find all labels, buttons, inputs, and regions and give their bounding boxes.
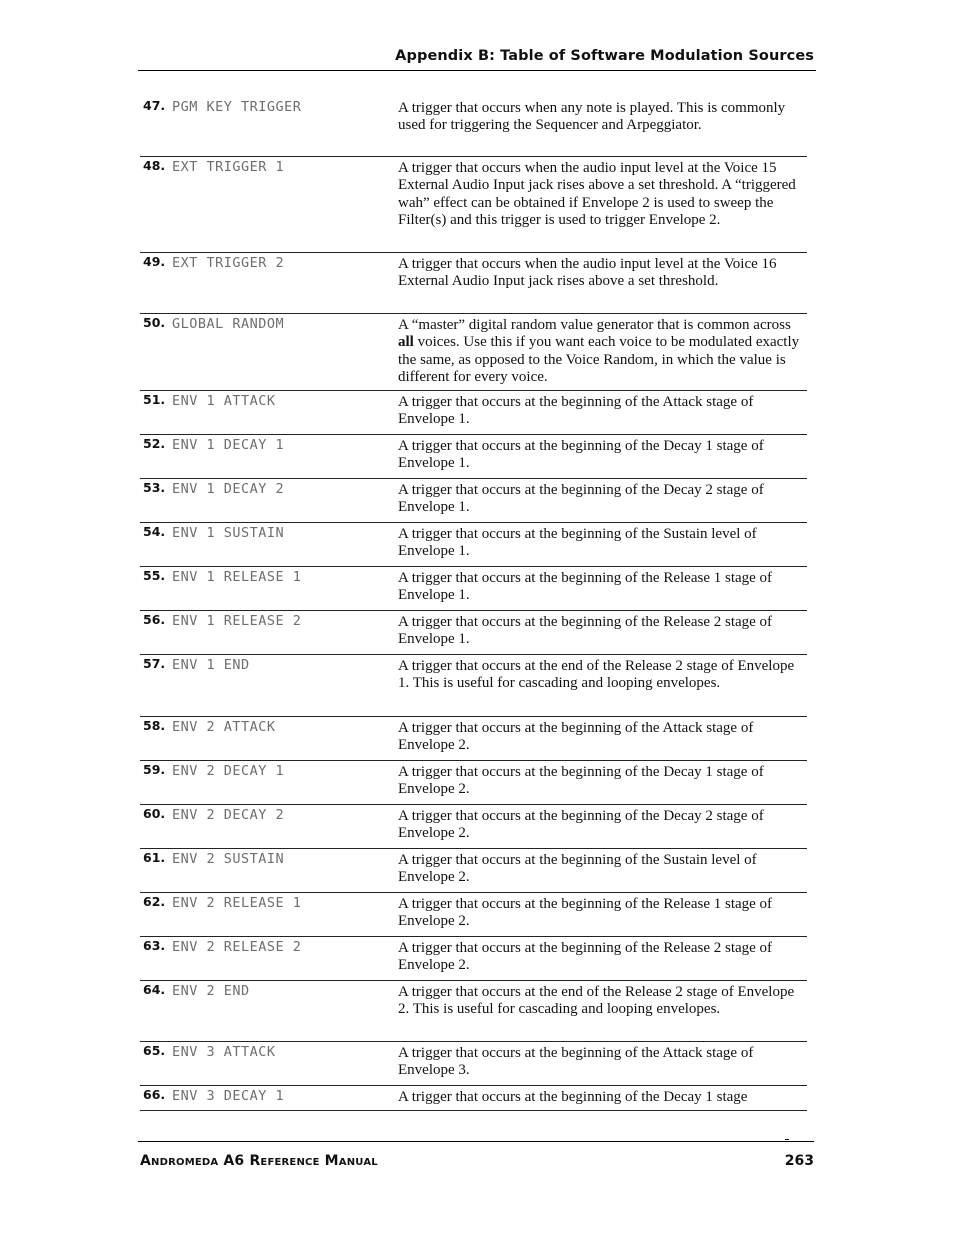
source-name: ENV 2 RELEASE 1 xyxy=(172,895,302,911)
table-row xyxy=(140,805,807,849)
entry-number: 59. xyxy=(143,762,166,777)
entry-number: 54. xyxy=(143,524,166,539)
entry-number: 56. xyxy=(143,612,166,627)
source-description: A trigger that occurs at the beginning of the Release 1 stage of Envelope 2. xyxy=(398,896,773,930)
source-name: ENV 1 RELEASE 2 xyxy=(172,613,302,629)
entry-number: 47. xyxy=(143,98,166,113)
table-row xyxy=(140,937,807,981)
source-description: A trigger that occurs at the beginning of the Decay 2 stage of Envelope 2. xyxy=(398,808,764,842)
source-description: A trigger that occurs at the beginning of the Attack stage of Envelope 2. xyxy=(398,720,754,754)
table-row xyxy=(140,567,807,611)
footer-manual-title: Andromeda A6 Reference Manual xyxy=(140,1153,378,1169)
source-name: ENV 2 DECAY 1 xyxy=(172,763,285,779)
source-description: A trigger that occurs at the beginning of the Sustain level of Envelope 2. xyxy=(398,852,757,886)
table-row xyxy=(140,253,807,314)
source-name: ENV 2 SUSTAIN xyxy=(172,851,285,867)
table-row xyxy=(140,893,807,937)
entry-number: 58. xyxy=(143,718,166,733)
entry-number: 63. xyxy=(143,938,166,953)
table-row xyxy=(140,314,807,391)
source-name: ENV 1 DECAY 2 xyxy=(172,481,285,497)
source-name: EXT TRIGGER 1 xyxy=(172,159,285,175)
source-name: ENV 1 RELEASE 1 xyxy=(172,569,302,585)
source-description: A trigger that occurs at the beginning of the Decay 2 stage of Envelope 1. xyxy=(398,482,764,516)
entry-number: 61. xyxy=(143,850,166,865)
source-name: ENV 2 END xyxy=(172,983,250,999)
footer-rule-tick xyxy=(785,1139,789,1140)
entry-number: 49. xyxy=(143,254,166,269)
entry-number: 60. xyxy=(143,806,166,821)
source-name: ENV 1 DECAY 1 xyxy=(172,437,285,453)
table-row xyxy=(140,761,807,805)
emphasis-all: all xyxy=(398,334,414,351)
entry-number: 62. xyxy=(143,894,166,909)
table-row xyxy=(140,435,807,479)
page-header-title: Appendix B: Table of Software Modulation Sources xyxy=(395,48,814,64)
entry-number: 50. xyxy=(143,315,166,330)
table-row xyxy=(140,981,807,1042)
source-name: ENV 2 RELEASE 2 xyxy=(172,939,302,955)
entry-number: 65. xyxy=(143,1043,166,1058)
source-description: A trigger that occurs at the beginning of the Attack stage of Envelope 3. xyxy=(398,1045,754,1079)
source-description: A trigger that occurs when the audio input level at the Voice 16 External Audio Input jack rises above a set threshold. xyxy=(398,256,777,290)
entry-number: 53. xyxy=(143,480,166,495)
header-rule xyxy=(138,70,816,71)
source-name: EXT TRIGGER 2 xyxy=(172,255,285,271)
table-row xyxy=(140,1042,807,1086)
table-row xyxy=(140,655,807,717)
entry-number: 55. xyxy=(143,568,166,583)
source-description: A trigger that occurs at the beginning of the Release 2 stage of Envelope 1. xyxy=(398,614,773,648)
table-row xyxy=(140,1086,807,1111)
entry-number: 57. xyxy=(143,656,166,671)
entry-number: 51. xyxy=(143,392,166,407)
source-name: ENV 1 END xyxy=(172,657,250,673)
source-description: A “master” digital random value generator that is common across all voices. Use this if you want each voice to be modulated exactly the same, as opposed to the Voice Random, in which the value is different for every voice. xyxy=(398,317,800,385)
source-name: ENV 3 ATTACK xyxy=(172,1044,276,1060)
source-description: A trigger that occurs when the audio input level at the Voice 15 External Audio Input jack rises above a set threshold. A “triggered wah” effect can be obtained if Envelope 2 is used to sweep the Filter(s) and this trigger is used to trigger Envelope 2. xyxy=(398,160,796,228)
source-name: GLOBAL RANDOM xyxy=(172,316,285,332)
modulation-source-table xyxy=(140,97,807,1111)
source-description: A trigger that occurs at the beginning of the Sustain level of Envelope 1. xyxy=(398,526,757,560)
source-name: ENV 2 ATTACK xyxy=(172,719,276,735)
source-name: ENV 2 DECAY 2 xyxy=(172,807,285,823)
entry-number: 52. xyxy=(143,436,166,451)
table-row xyxy=(140,479,807,523)
table-row xyxy=(140,717,807,761)
entry-number: 66. xyxy=(143,1087,166,1102)
source-description: A trigger that occurs at the beginning of the Decay 1 stage of Envelope 1. xyxy=(398,438,764,472)
source-name: ENV 3 DECAY 1 xyxy=(172,1088,285,1104)
source-description: A trigger that occurs at the end of the Release 2 stage of Envelope 2. This is useful for cascading and looping envelopes. xyxy=(398,984,795,1018)
source-name: PGM KEY TRIGGER xyxy=(172,99,302,115)
source-description: A trigger that occurs at the beginning of the Decay 1 stage xyxy=(398,1089,748,1105)
source-description: A trigger that occurs when any note is played. This is commonly used for triggering the Sequencer and Arpeggiator. xyxy=(398,100,786,134)
table-row xyxy=(140,849,807,893)
entry-number: 64. xyxy=(143,982,166,997)
source-description: A trigger that occurs at the beginning of the Release 2 stage of Envelope 2. xyxy=(398,940,773,974)
footer-rule xyxy=(138,1141,814,1142)
table-row xyxy=(140,611,807,655)
source-description: A trigger that occurs at the end of the Release 2 stage of Envelope 1. This is useful for cascading and looping envelopes. xyxy=(398,658,795,692)
page-number: 263 xyxy=(784,1153,814,1169)
table-row xyxy=(140,157,807,253)
source-name: ENV 1 ATTACK xyxy=(172,393,276,409)
source-description: A trigger that occurs at the beginning of the Release 1 stage of Envelope 1. xyxy=(398,570,773,604)
entry-number: 48. xyxy=(143,158,166,173)
table-row xyxy=(140,523,807,567)
source-name: ENV 1 SUSTAIN xyxy=(172,525,285,541)
source-description: A trigger that occurs at the beginning of the Decay 1 stage of Envelope 2. xyxy=(398,764,764,798)
source-description: A trigger that occurs at the beginning of the Attack stage of Envelope 1. xyxy=(398,394,754,428)
table-row xyxy=(140,97,807,157)
table-row xyxy=(140,391,807,435)
